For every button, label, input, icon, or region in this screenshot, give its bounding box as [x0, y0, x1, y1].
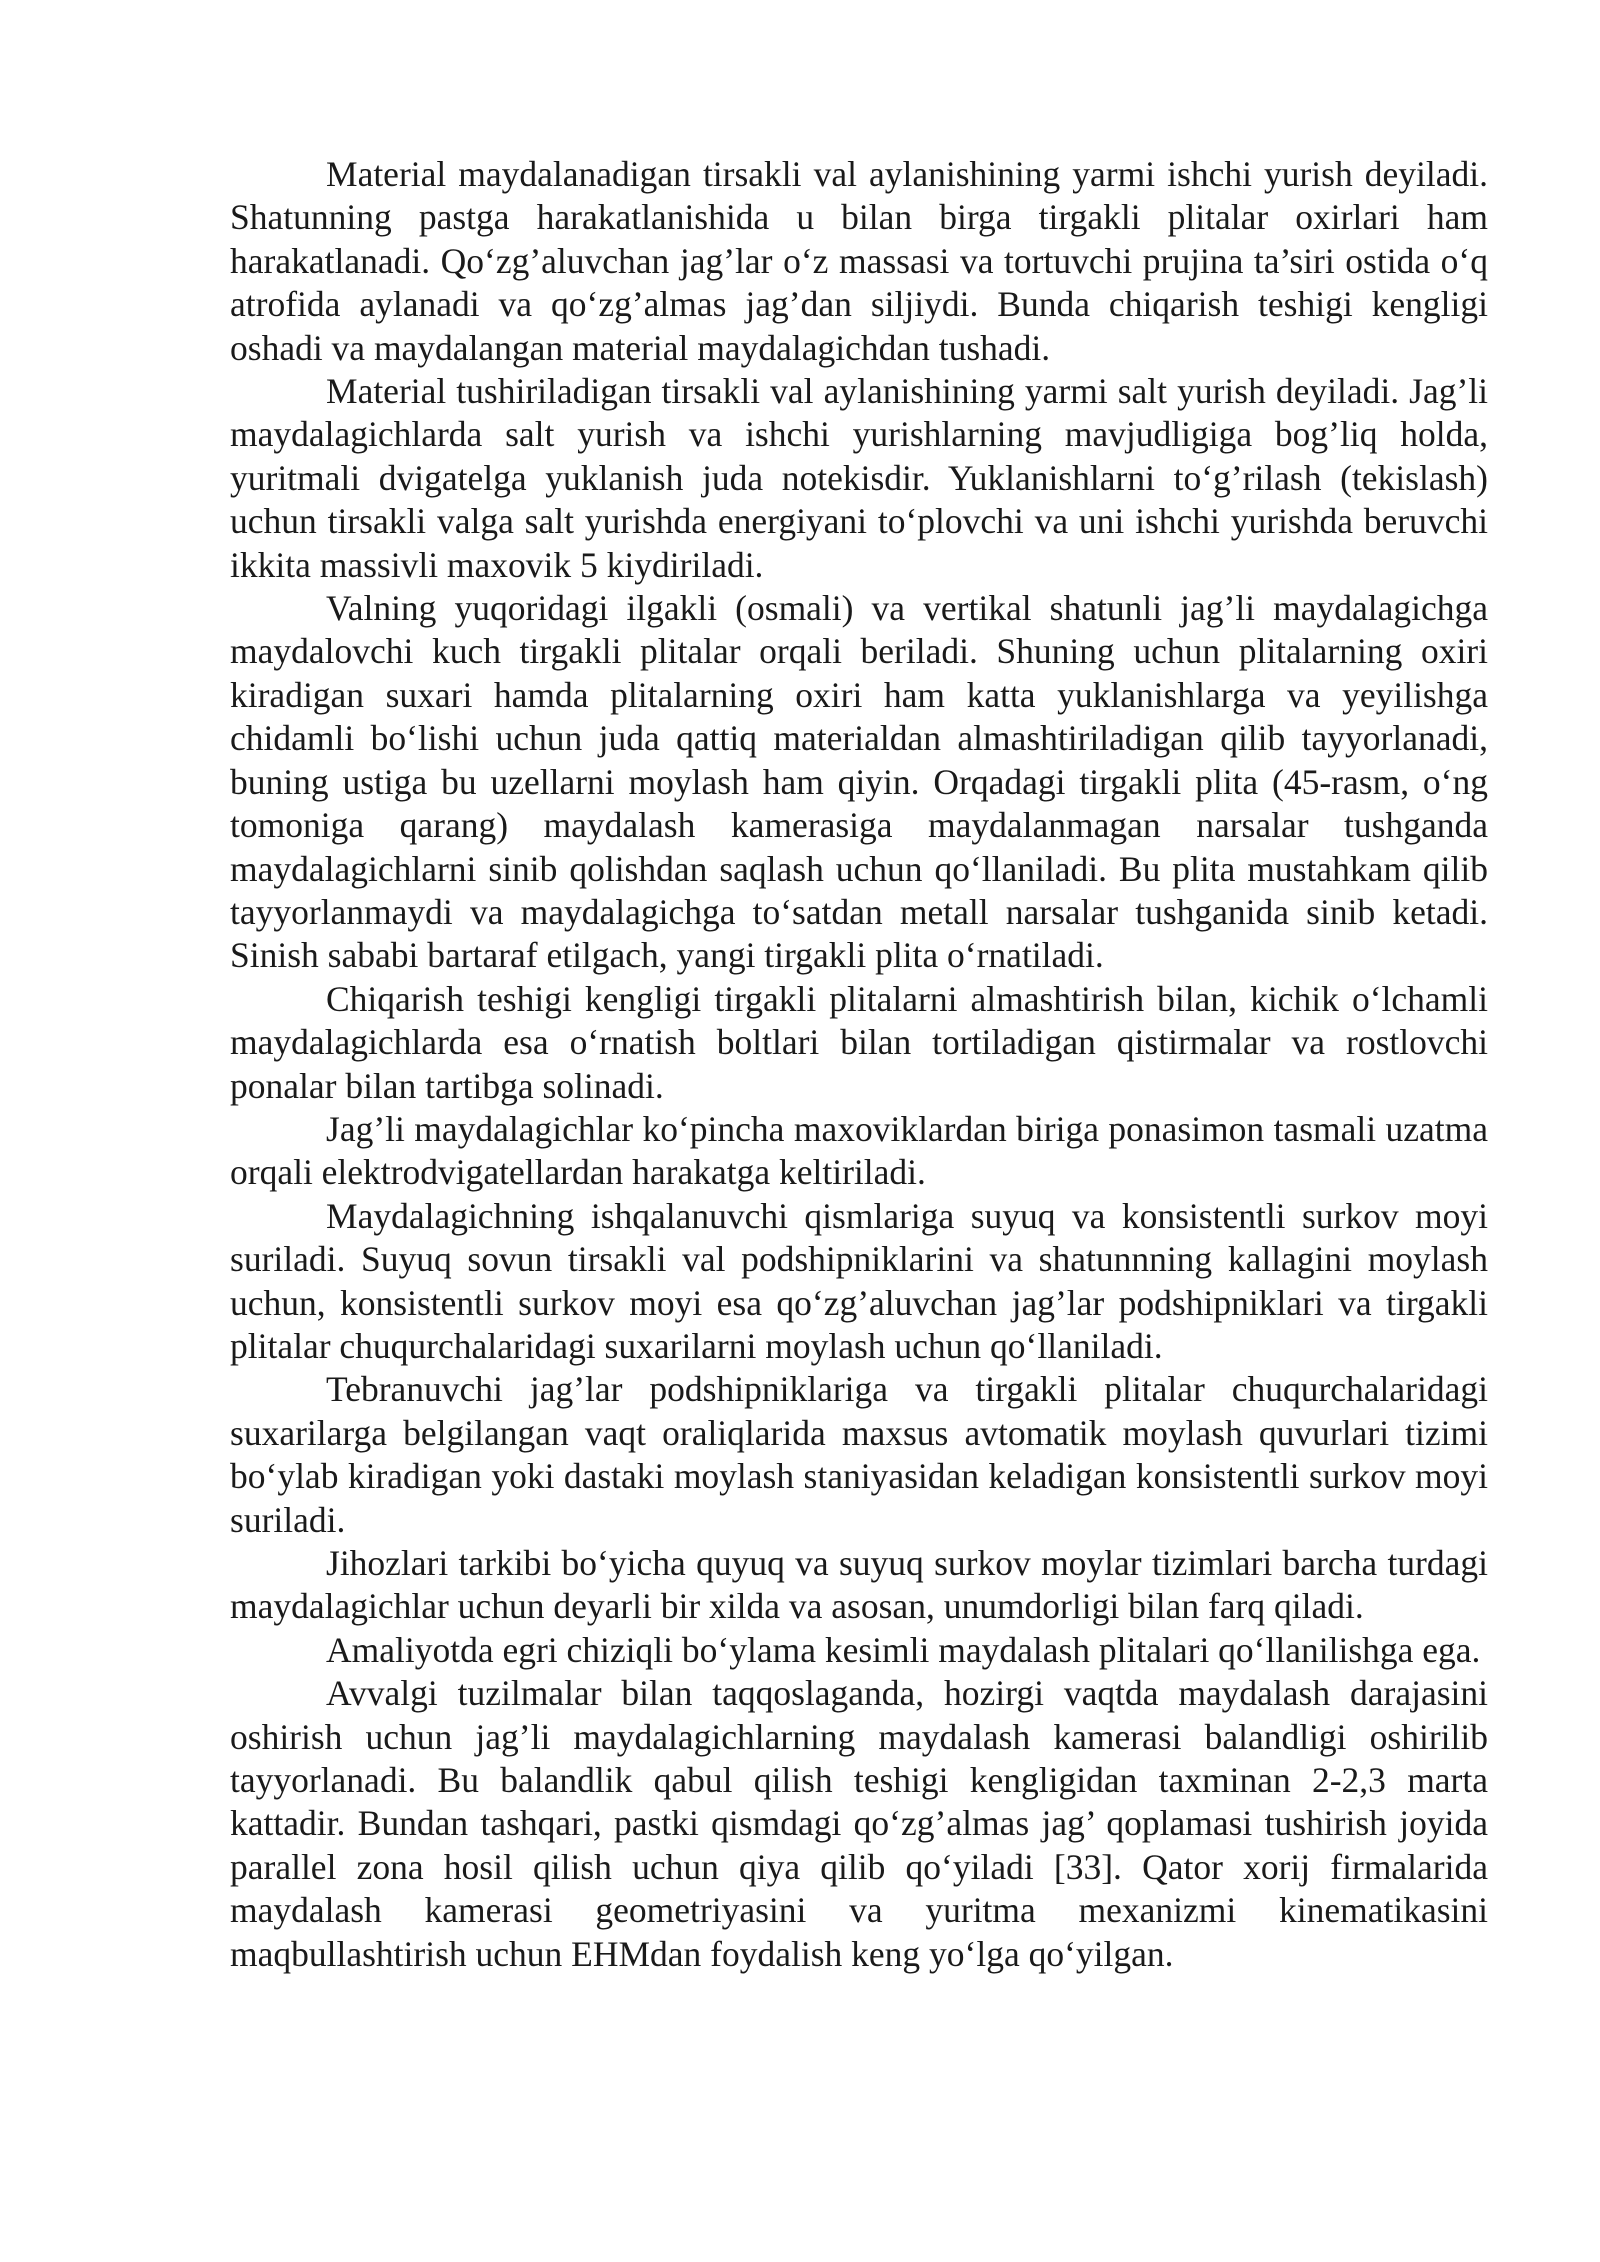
paragraph-10: Avvalgi tuzilmalar bilan taqqoslaganda, hozirgi vaqtda maydalash darajasini oshirish uchun jag’li maydalagichlarning maydalash kamerasi balandligi oshirilib tayyorlanadi. Bu balandlik qabul qilish teshigi kengligidan taxminan 2-2,3 marta kattadir. Bundan tashqari, pastki qismdagi qo‘zg’almas jag’ qoplamasi tushirish joyida parallel zona hosil qilish uchun qiya qilib qo‘yiladi [33]. Qator xorij firmalarida maydalash kamerasi geometriyasini va yuritma mexanizmi kinematikasini maqbullashtirish uchun EHMdan foydalish keng yo‘lga qo‘yilgan.	[230, 1673, 1488, 1974]
paragraph-4: Chiqarish teshigi kengligi tirgakli plitalarni almashtirish bilan, kichik o‘lchamli maydalagichlarda esa o‘rnatish boltlari bilan tortiladigan qistirmalar va rostlovchi ponalar bilan tartibga solinadi.	[230, 978, 1488, 1106]
paragraph-6: Maydalagichning ishqalanuvchi qismlariga suyuq va konsistentli surkov moyi suriladi. Suyuq sovun tirsakli val podshipniklarini va shatunnning kallagini moylash uchun, konsistentli surkov moyi esa qo‘zg’aluvchan jag’lar podshipniklari va tirgakli plitalar chuqurchalaridagi suxarilarni moylash uchun qo‘llaniladi.	[230, 1195, 1488, 1366]
document-page	[230, 153, 1488, 1976]
paragraph-3: Valning yuqoridagi ilgakli (osmali) va vertikal shatunli jag’li maydalagichga maydalovchi kuch tirgakli plitalar orqali beriladi. Shuning uchun plitalarning oxiri kiradigan suxari hamda plitalarning oxiri ham katta yuklanishlarga va yeyilishga chidamli bo‘lishi uchun juda qattiq materialdan almashtiriladigan qilib tayyorlanadi, buning ustiga bu uzellarni moylash ham qiyin. Orqadagi tirgakli plita (45-rasm, o‘ng tomoniga qarang) maydalash kamerasiga maydalanmagan narsalar tushganda maydalagichlarni sinib qolishdan saqlash uchun qo‘llaniladi. Bu plita mustahkam qilib tayyorlanmaydi va maydalagichga to‘satdan metall narsalar tushganida sinib ketadi. Sinish sababi bartaraf etilgach, yangi tirgakli plita o‘rnatiladi.	[230, 588, 1488, 976]
paragraph-1: Material maydalanadigan tirsakli val aylanishining yarmi ishchi yurish deyiladi. Shatunning pastga harakatlanishida u bilan birga tirgakli plitalar oxirlari ham harakatlanadi. Qo‘zg’aluvchan jag’lar o‘z massasi va tortuvchi prujina ta’siri ostida o‘q atrofida aylanadi va qo‘zg’almas jag’dan siljiydi. Bunda chiqarish teshigi kengligi oshadi va maydalangan material maydalagichdan tushadi.	[230, 154, 1488, 368]
paragraph-2: Material tushiriladigan tirsakli val aylanishining yarmi salt yurish deyiladi. Jag’li maydalagichlarda salt yurish va ishchi yurishlarning mavjudligiga bog’liq holda, yuritmali dvigatelga yuklanish juda notekisdir. Yuklanishlarni to‘g’rilash (tekislash) uchun tirsakli valga salt yurishda energiyani to‘plovchi va uni ishchi yurishda beruvchi ikkita massivli maxovik 5 kiydiriladi.	[230, 371, 1488, 585]
paragraph-8: Jihozlari tarkibi bo‘yicha quyuq va suyuq surkov moylar tizimlari barcha turdagi maydalagichlar uchun deyarli bir xilda va asosan, unumdorligi bilan farq qiladi.	[230, 1543, 1488, 1627]
paragraph-5: Jag’li maydalagichlar ko‘pincha maxoviklardan biriga ponasimon tasmali uzatma orqali elektrodvigatellardan harakatga keltiriladi.	[230, 1108, 1488, 1193]
paragraph-9: Amaliyotda egri chiziqli bo‘ylama kesimli maydalash plitalari qo‘llanilishga ega.	[326, 1629, 1481, 1670]
paragraph-7: Tebranuvchi jag’lar podshipniklariga va tirgakli plitalar chuqurchalaridagi suxarilarga belgilangan vaqt oraliqlarida maxsus avtomatik moylash quvurlari tizimi bo‘ylab kiradigan yoki dastaki moylash staniyasidan keladigan konsistentli surkov moyi suriladi.	[230, 1369, 1488, 1540]
